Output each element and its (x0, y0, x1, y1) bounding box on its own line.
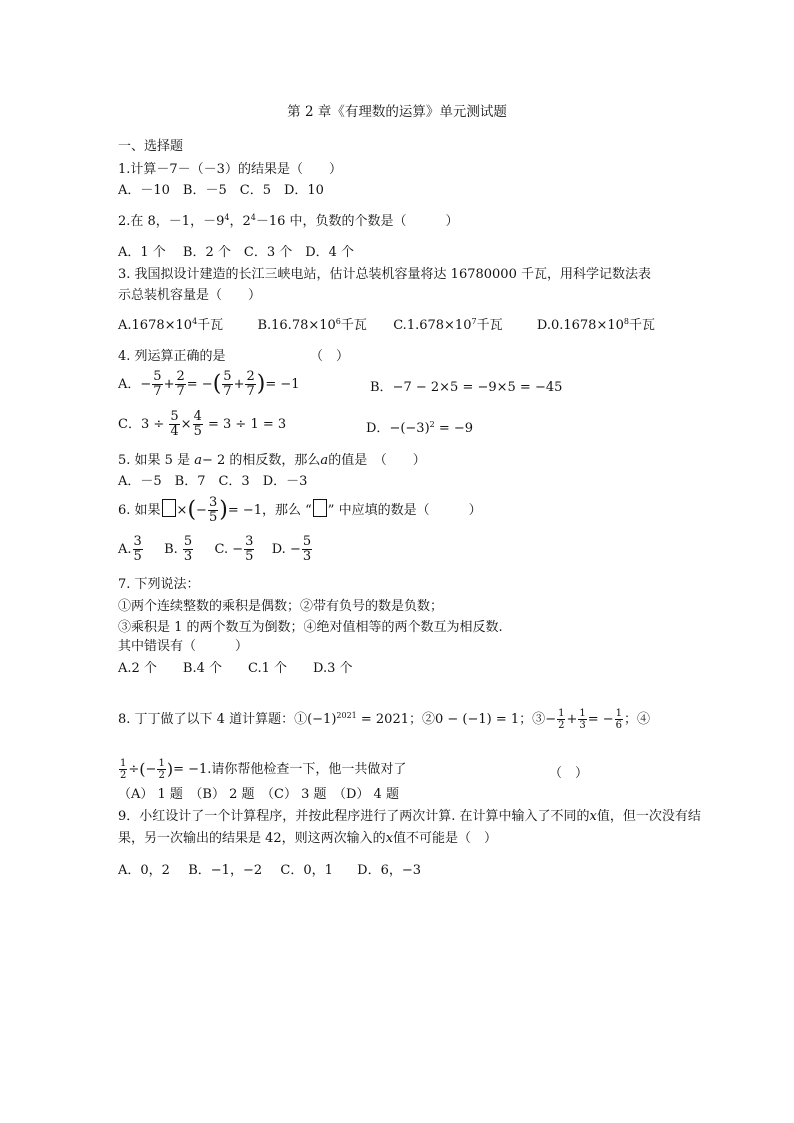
q3-line2: 示总装机容量是（ ） (118, 288, 262, 303)
q7-stem: 7. 下列说法： (118, 577, 200, 592)
q7-statement-3: 其中错误有（ ） (118, 639, 249, 654)
q7-options: A.2 个 B.4 个 C.1 个 D.3 个 (118, 661, 353, 676)
blank-box (162, 499, 176, 517)
q4-option-a: A．− $\frac{5}{7}$ + $\frac{2}{7}$ = −( $\frac{5}{7}$ + $\frac{2}{7}$ )= −1 (118, 369, 300, 399)
q8-stem: 8. 丁丁做了以下 4 道计算题：$①(-1)^{2021} = 2021$；②0 − (−1) = 1；③− $\frac{1}{2}$ + $\frac{1}{3}$ = − $\frac{1}{6}$ ；④ (118, 708, 651, 731)
q3-line1: 3. 我国拟设计建造的长江三峡电站，估计总装机容量将达 16780000 千瓦，用科学记数法表 (118, 267, 651, 282)
q4-option-d: D．$-(-3)^2 = -9$ (366, 420, 474, 436)
q9-line1: 9．小红设计了一个计算程序，并按此程序进行了两次计算. 在计算中输入了不同的x值，但一次没有结 (118, 809, 701, 824)
q4-option-c: C．3 ÷ $\frac{5}{4}$ × $\frac{4}{5}$ = 3 ÷ 1 = 3 (118, 409, 287, 439)
page-title: 第 2 章《有理数的运算》单元测试题 (287, 104, 507, 120)
q4-option-b: B．−7 − 2×5 = −9×5 = −45 (370, 380, 563, 395)
q6-stem: 6. 如果 ×(− $\frac{3}{5}$ )= −1，那么 “ ” 中应填的数是（ ） (118, 495, 482, 525)
q7-statement-1: ①两个连续整数的乘积是偶数；②带有负号的数是负数； (118, 599, 444, 614)
q3-options: $A.1678\times 10^4$千瓦 $B.16.78\times 10^6$千瓦 $C.1.678\times 10^7$千瓦 $D.0.1678\times 10^8$千瓦 (118, 317, 655, 333)
q1-options: A．－10 B．－5 C．5 D．10 (118, 183, 324, 198)
q8-line2: $\frac{1}{2}$ ÷(− $\frac{1}{2}$ )= −1.请你帮他检查一下，他一共做对了 (120, 758, 407, 781)
q5-options: A．－5 B．7 C．3 D．－3 (118, 474, 308, 489)
q8-answer-paren: （ ） (549, 766, 589, 781)
q9-line2: 果，另一次输出的结果是 42，则这两次输入的x值不可能是（ ） (118, 831, 498, 846)
q2-stem: 2.在 8，－1，$-9^4$，$2^4-16$ 中，负数的个数是（ ） (118, 213, 459, 229)
q2-options: A．1 个 B．2 个 C．3 个 D．4 个 (118, 245, 355, 260)
q9-options: A．0，2 B．−1，−2 C．0，1 D．6，−3 (118, 863, 422, 878)
blank-box (313, 499, 327, 517)
section-heading: 一、选择题 (118, 139, 184, 154)
q1-stem: 1.计算－7－（－3）的结果是（ ） (118, 162, 342, 177)
q5-stem: 5. 如果 5 是 a− 2 的相反数，那么a的值是 （ ） (118, 453, 426, 468)
q7-statement-2: ③乘积是 1 的两个数互为倒数；④绝对值相等的两个数互为相反数. (118, 620, 503, 635)
q6-options: A. $\frac{3}{5}$ B. $\frac{5}{3}$ C. − $\frac{3}{5}$ D. − $\frac{5}{3}$ (118, 534, 312, 564)
q8-options: （A） 1 题 （B） 2 题 （C） 3 题 （D） 4 题 (118, 787, 399, 802)
q4-stem: 4. 列运算正确的是 （ ） (118, 349, 350, 364)
